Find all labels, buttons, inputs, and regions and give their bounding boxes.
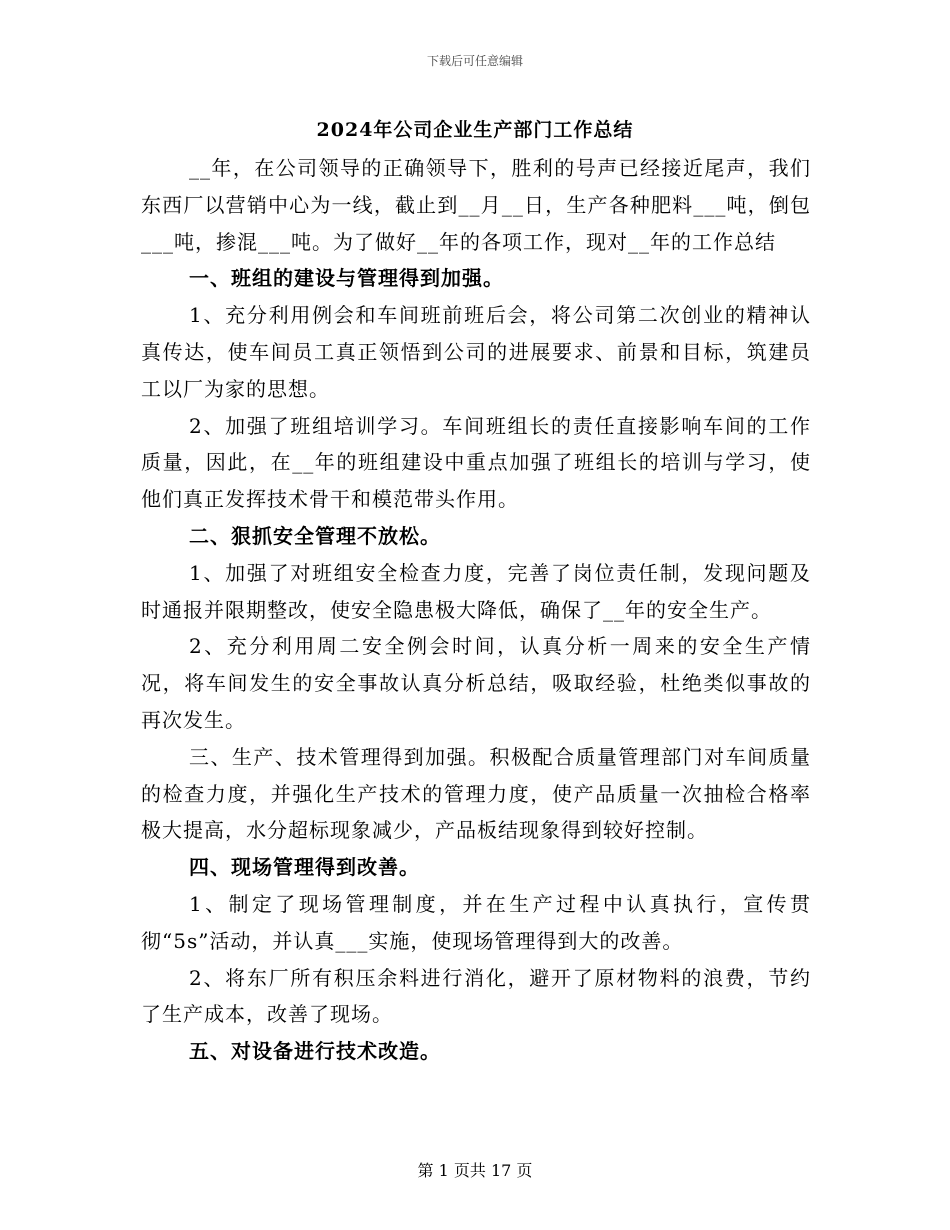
paragraph-4-1: 1、制定了现场管理制度，并在生产过程中认真执行，宣传贯彻“5s”活动，并认真___实施，使现场管理得到大的改善。 (141, 891, 811, 953)
section-heading-5: 五、对设备进行技术改造。 (189, 1039, 441, 1064)
section-heading-1: 一、班组的建设与管理得到加强。 (189, 266, 504, 291)
paragraph-1-1: 1、充分利用例会和车间班前班后会，将公司第二次创业的精神认真传达，使车间员工真正领悟到公司的进展要求、前景和目标，筑建员工以厂为家的思想。 (141, 303, 811, 401)
section-heading-4: 四、现场管理得到改善。 (189, 855, 420, 880)
page-footer: 第 1 页共 17 页 (417, 1161, 533, 1180)
paragraph-intro: __年，在公司领导的正确领导下，胜利的号声已经接近尾声，我们东西厂以营销中心为一线，截止到__月__日，生产各种肥料___吨，倒包___吨，掺混___吨。为了做好__年的各项工作，现对__年的工作总结 (141, 156, 811, 254)
paragraph-1-2: 2、加强了班组培训学习。车间班组长的责任直接影响车间的工作质量，因此，在__年的班组建设中重点加强了班组长的培训与学习，使他们真正发挥技术骨干和模范带头作用。 (141, 413, 811, 512)
paragraph-2-1: 1、加强了对班组安全检查力度，完善了岗位责任制，发现问题及时通报并限期整改，使安全隐患极大降低，确保了__年的安全生产。 (141, 560, 811, 622)
paragraph-section-3: 三、生产、技术管理得到加强。积极配合质量管理部门对车间质量的检查力度，并强化生产技术的管理力度，使产品质量一次抽检合格率极大提高，水分超标现象减少，产品板结现象得到较好控制。 (141, 744, 811, 843)
page-title: 2024年公司企业生产部门工作总结 (316, 119, 634, 141)
document-body (141, 150, 811, 1070)
section-heading-2: 二、狠抓安全管理不放松。 (189, 523, 441, 548)
paragraph-2-2: 2、充分利用周二安全例会时间，认真分析一周来的安全生产情况，将车间发生的安全事故认真分析总结，吸取经验，杜绝类似事故的再次发生。 (141, 634, 811, 732)
header-note: 下载后可任意编辑 (426, 54, 523, 68)
paragraph-4-2: 2、将东厂所有积压余料进行消化，避开了原材物料的浪费，节约了生产成本，改善了现场。 (141, 965, 811, 1027)
